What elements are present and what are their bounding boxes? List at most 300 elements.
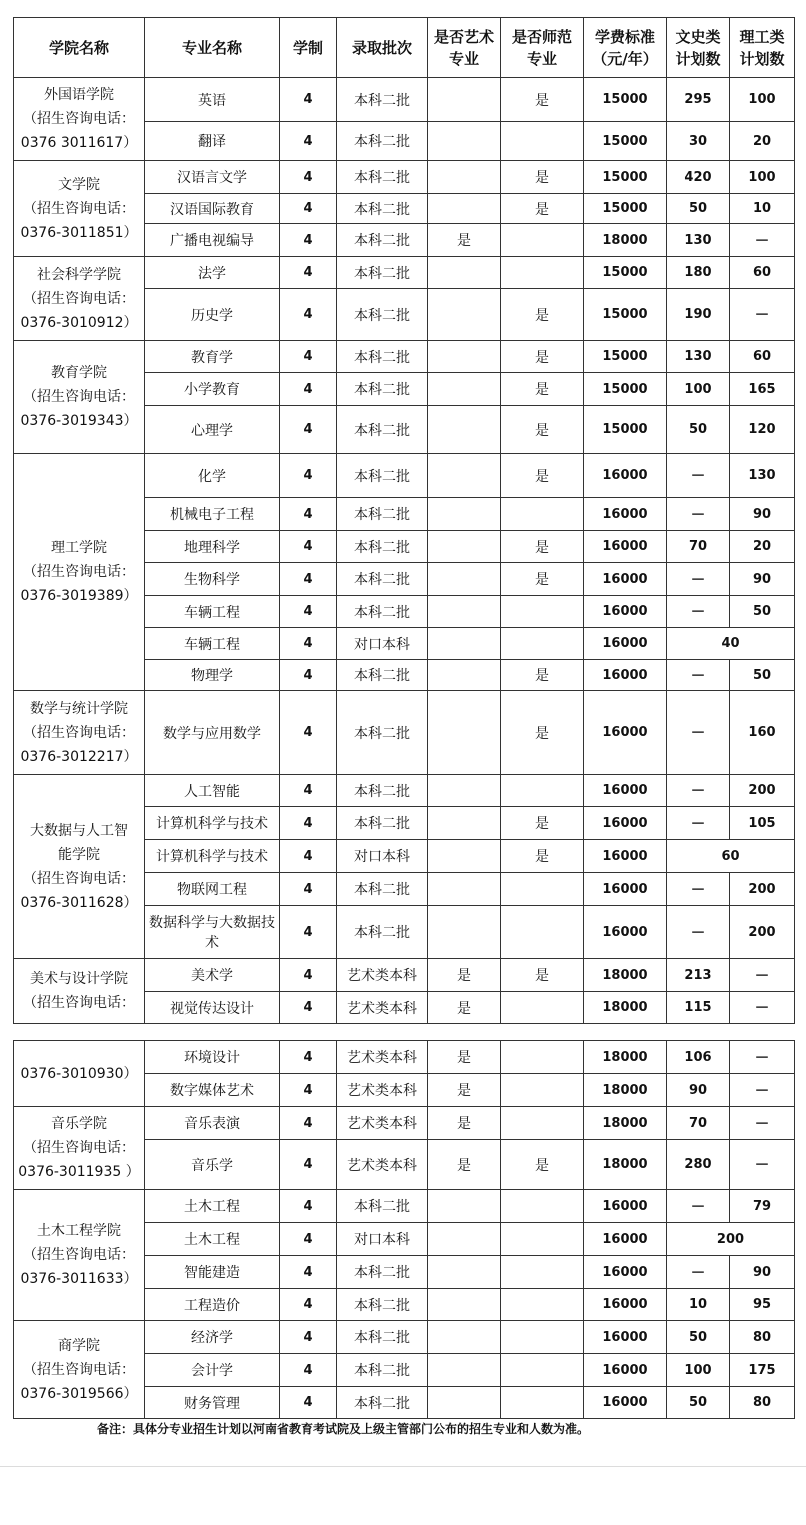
fee-cell: 16000 bbox=[584, 807, 667, 840]
college-line: 0376-3019343） bbox=[20, 413, 138, 429]
batch-cell: 本科二批 bbox=[337, 660, 428, 691]
batch-cell: 本科二批 bbox=[337, 691, 428, 775]
college-line: 教育学院 bbox=[51, 365, 107, 381]
years-cell: 4 bbox=[280, 1256, 337, 1289]
table-row bbox=[14, 257, 795, 289]
major-cell: 法学 bbox=[145, 257, 280, 289]
fee-cell: 15000 bbox=[584, 341, 667, 373]
batch-cell: 本科二批 bbox=[337, 596, 428, 628]
college-cell bbox=[14, 341, 145, 454]
college-line: （招生咨询电话： bbox=[23, 111, 135, 127]
batch-cell: 艺术类本科 bbox=[337, 1041, 428, 1074]
college-line: 能学院 bbox=[58, 846, 100, 863]
fee-cell: 15000 bbox=[584, 161, 667, 194]
fee-cell: 16000 bbox=[584, 1256, 667, 1289]
fee-cell: 16000 bbox=[584, 498, 667, 531]
sci-plan-cell: 80 bbox=[730, 1387, 795, 1419]
art-cell bbox=[428, 78, 501, 122]
arts-plan-cell: — bbox=[667, 873, 730, 906]
major-cell: 广播电视编导 bbox=[145, 224, 280, 257]
years-cell: 4 bbox=[280, 373, 337, 406]
batch-cell: 本科二批 bbox=[337, 873, 428, 906]
normal-cell bbox=[501, 1223, 584, 1256]
batch-cell: 艺术类本科 bbox=[337, 1140, 428, 1190]
years-cell: 4 bbox=[280, 563, 337, 596]
normal-cell bbox=[501, 1256, 584, 1289]
table-row bbox=[14, 454, 795, 498]
batch-cell: 本科二批 bbox=[337, 1256, 428, 1289]
college-line: （招生咨询电话： bbox=[23, 724, 135, 741]
sci-plan-cell: 20 bbox=[730, 122, 795, 161]
arts-plan-cell: 50 bbox=[667, 194, 730, 224]
college-cell bbox=[14, 454, 145, 691]
major-cell: 历史学 bbox=[145, 289, 280, 341]
sci-plan-cell: 90 bbox=[730, 563, 795, 596]
enrollment-table-part2 bbox=[13, 1040, 795, 1419]
years-cell: 4 bbox=[280, 194, 337, 224]
fee-cell: 15000 bbox=[584, 78, 667, 122]
major-cell: 教育学 bbox=[145, 341, 280, 373]
major-cell: 土木工程 bbox=[145, 1190, 280, 1223]
sci-plan-cell: 160 bbox=[730, 691, 795, 775]
years-cell: 4 bbox=[280, 775, 337, 807]
normal-cell: 是 bbox=[501, 78, 584, 122]
major-cell: 心理学 bbox=[145, 406, 280, 454]
art-cell bbox=[428, 775, 501, 807]
normal-cell bbox=[501, 1387, 584, 1419]
college-line: 0376-3019389） bbox=[20, 588, 138, 604]
sci-plan-cell: 80 bbox=[730, 1321, 795, 1354]
fee-cell: 15000 bbox=[584, 122, 667, 161]
arts-plan-cell: — bbox=[667, 596, 730, 628]
art-cell: 是 bbox=[428, 1074, 501, 1107]
batch-cell: 本科二批 bbox=[337, 194, 428, 224]
normal-cell: 是 bbox=[501, 840, 584, 873]
college-line: （招生咨询电话： bbox=[23, 200, 135, 217]
enrollment-table-part1 bbox=[13, 17, 795, 1024]
arts-plan-cell: — bbox=[667, 807, 730, 840]
normal-cell bbox=[501, 1289, 584, 1321]
normal-cell bbox=[501, 992, 584, 1024]
normal-cell bbox=[501, 498, 584, 531]
normal-cell: 是 bbox=[501, 341, 584, 373]
fee-cell: 18000 bbox=[584, 1074, 667, 1107]
fee-cell: 16000 bbox=[584, 563, 667, 596]
arts-plan-cell: — bbox=[667, 454, 730, 498]
art-cell: 是 bbox=[428, 1107, 501, 1140]
years-cell: 4 bbox=[280, 341, 337, 373]
sci-plan-cell: — bbox=[730, 289, 795, 341]
table-row bbox=[14, 78, 795, 122]
years-cell: 4 bbox=[280, 906, 337, 959]
art-cell bbox=[428, 161, 501, 194]
major-cell: 生物科学 bbox=[145, 563, 280, 596]
table-row bbox=[14, 1041, 795, 1074]
college-line: 外国语学院 bbox=[44, 87, 114, 103]
normal-cell: 是 bbox=[501, 406, 584, 454]
batch-cell: 本科二批 bbox=[337, 1190, 428, 1223]
arts-plan-cell: — bbox=[667, 563, 730, 596]
fee-cell: 16000 bbox=[584, 840, 667, 873]
fee-cell: 16000 bbox=[584, 1223, 667, 1256]
batch-cell: 本科二批 bbox=[337, 807, 428, 840]
art-cell bbox=[428, 563, 501, 596]
art-cell: 是 bbox=[428, 224, 501, 257]
college-cell bbox=[14, 959, 145, 1024]
major-cell: 物理学 bbox=[145, 660, 280, 691]
college-line: 0376-3010912） bbox=[20, 314, 138, 331]
batch-cell: 本科二批 bbox=[337, 373, 428, 406]
header-batch: 录取批次 bbox=[337, 18, 428, 78]
sci-plan-cell: 10 bbox=[730, 194, 795, 224]
fee-cell: 16000 bbox=[584, 691, 667, 775]
major-cell: 汉语国际教育 bbox=[145, 194, 280, 224]
years-cell: 4 bbox=[280, 873, 337, 906]
normal-cell bbox=[501, 775, 584, 807]
normal-cell: 是 bbox=[501, 454, 584, 498]
batch-cell: 本科二批 bbox=[337, 341, 428, 373]
header-major: 专业名称 bbox=[145, 18, 280, 78]
college-line: 0376-3019566） bbox=[20, 1385, 138, 1402]
fee-cell: 18000 bbox=[584, 1140, 667, 1190]
art-cell bbox=[428, 341, 501, 373]
arts-plan-cell: 10 bbox=[667, 1289, 730, 1321]
years-cell: 4 bbox=[280, 1223, 337, 1256]
fee-cell: 15000 bbox=[584, 257, 667, 289]
normal-cell: 是 bbox=[501, 289, 584, 341]
table-row bbox=[14, 1107, 795, 1140]
years-cell: 4 bbox=[280, 1387, 337, 1419]
years-cell: 4 bbox=[280, 807, 337, 840]
years-cell: 4 bbox=[280, 691, 337, 775]
art-cell bbox=[428, 373, 501, 406]
college-line: 0376-3010930） bbox=[20, 1065, 138, 1082]
fee-cell: 18000 bbox=[584, 1041, 667, 1074]
years-cell: 4 bbox=[280, 454, 337, 498]
sci-plan-cell: 90 bbox=[730, 1256, 795, 1289]
major-cell: 财务管理 bbox=[145, 1387, 280, 1419]
major-cell: 会计学 bbox=[145, 1354, 280, 1387]
fee-cell: 16000 bbox=[584, 628, 667, 660]
years-cell: 4 bbox=[280, 78, 337, 122]
arts-plan-cell: 180 bbox=[667, 257, 730, 289]
arts-plan-cell: — bbox=[667, 775, 730, 807]
years-cell: 4 bbox=[280, 840, 337, 873]
batch-cell: 本科二批 bbox=[337, 122, 428, 161]
batch-cell: 本科二批 bbox=[337, 1289, 428, 1321]
arts-plan-cell: 213 bbox=[667, 959, 730, 992]
header-normal: 是否师范 专业 bbox=[501, 18, 584, 78]
fee-cell: 15000 bbox=[584, 289, 667, 341]
college-cell bbox=[14, 1321, 145, 1419]
major-cell: 车辆工程 bbox=[145, 596, 280, 628]
major-cell: 物联网工程 bbox=[145, 873, 280, 906]
college-line: 美术与设计学院 bbox=[30, 971, 128, 987]
batch-cell: 本科二批 bbox=[337, 454, 428, 498]
years-cell: 4 bbox=[280, 1074, 337, 1107]
sci-plan-cell: — bbox=[730, 224, 795, 257]
fee-cell: 15000 bbox=[584, 373, 667, 406]
normal-cell: 是 bbox=[501, 194, 584, 224]
college-line: 数学与统计学院 bbox=[30, 700, 128, 717]
batch-cell: 艺术类本科 bbox=[337, 1107, 428, 1140]
arts-plan-cell: — bbox=[667, 1256, 730, 1289]
college-cell bbox=[14, 1041, 145, 1107]
art-cell bbox=[428, 596, 501, 628]
fee-cell: 16000 bbox=[584, 454, 667, 498]
college-line: 0376-3011851） bbox=[20, 224, 138, 241]
normal-cell bbox=[501, 1190, 584, 1223]
years-cell: 4 bbox=[280, 224, 337, 257]
college-cell bbox=[14, 691, 145, 775]
fee-cell: 16000 bbox=[584, 1321, 667, 1354]
sci-plan-cell: — bbox=[730, 1107, 795, 1140]
college-line: 0376 3011617） bbox=[20, 135, 138, 151]
art-cell bbox=[428, 498, 501, 531]
arts-plan-cell: 106 bbox=[667, 1041, 730, 1074]
major-cell: 智能建造 bbox=[145, 1256, 280, 1289]
sci-plan-cell: 165 bbox=[730, 373, 795, 406]
batch-cell: 本科二批 bbox=[337, 775, 428, 807]
arts-plan-cell: 100 bbox=[667, 1354, 730, 1387]
major-cell: 计算机科学与技术 bbox=[145, 840, 280, 873]
fee-cell: 16000 bbox=[584, 775, 667, 807]
normal-cell: 是 bbox=[501, 691, 584, 775]
years-cell: 4 bbox=[280, 498, 337, 531]
page-divider bbox=[0, 1466, 806, 1467]
arts-plan-cell: — bbox=[667, 691, 730, 775]
major-cell: 化学 bbox=[145, 454, 280, 498]
sci-plan-cell: 90 bbox=[730, 498, 795, 531]
arts-plan-cell: 130 bbox=[667, 224, 730, 257]
major-cell: 数字媒体艺术 bbox=[145, 1074, 280, 1107]
sci-plan-cell: 175 bbox=[730, 1354, 795, 1387]
art-cell bbox=[428, 454, 501, 498]
plan-merged-cell: 40 bbox=[667, 628, 795, 660]
fee-cell: 18000 bbox=[584, 1107, 667, 1140]
college-cell bbox=[14, 161, 145, 257]
college-line: 0376-3011633） bbox=[20, 1271, 138, 1287]
years-cell: 4 bbox=[280, 1190, 337, 1223]
college-line: （招生咨询电话： bbox=[23, 1247, 135, 1263]
batch-cell: 本科二批 bbox=[337, 1354, 428, 1387]
batch-cell: 本科二批 bbox=[337, 1387, 428, 1419]
art-cell bbox=[428, 1387, 501, 1419]
art-cell bbox=[428, 691, 501, 775]
college-cell bbox=[14, 1107, 145, 1190]
sci-plan-cell: 95 bbox=[730, 1289, 795, 1321]
batch-cell: 本科二批 bbox=[337, 224, 428, 257]
arts-plan-cell: 50 bbox=[667, 406, 730, 454]
major-cell: 汉语言文学 bbox=[145, 161, 280, 194]
fee-cell: 16000 bbox=[584, 1387, 667, 1419]
art-cell bbox=[428, 1256, 501, 1289]
years-cell: 4 bbox=[280, 596, 337, 628]
normal-cell: 是 bbox=[501, 161, 584, 194]
normal-cell bbox=[501, 1074, 584, 1107]
normal-cell: 是 bbox=[501, 959, 584, 992]
normal-cell: 是 bbox=[501, 563, 584, 596]
sci-plan-cell: 200 bbox=[730, 775, 795, 807]
major-cell: 工程造价 bbox=[145, 1289, 280, 1321]
art-cell bbox=[428, 1321, 501, 1354]
sci-plan-cell: 50 bbox=[730, 660, 795, 691]
normal-cell: 是 bbox=[501, 807, 584, 840]
table-row bbox=[14, 1190, 795, 1223]
header-fee: 学费标准 （元/年） bbox=[584, 18, 667, 78]
years-cell: 4 bbox=[280, 257, 337, 289]
batch-cell: 本科二批 bbox=[337, 289, 428, 341]
college-line: 0376-3011935 ） bbox=[18, 1164, 140, 1180]
art-cell bbox=[428, 122, 501, 161]
table-row bbox=[14, 775, 795, 807]
normal-cell bbox=[501, 873, 584, 906]
arts-plan-cell: 50 bbox=[667, 1321, 730, 1354]
college-cell bbox=[14, 78, 145, 161]
arts-plan-cell: 115 bbox=[667, 992, 730, 1024]
years-cell: 4 bbox=[280, 1321, 337, 1354]
college-cell bbox=[14, 257, 145, 341]
sci-plan-cell: 120 bbox=[730, 406, 795, 454]
arts-plan-cell: 30 bbox=[667, 122, 730, 161]
college-cell bbox=[14, 1190, 145, 1321]
college-line: （招生咨询电话： bbox=[23, 870, 135, 887]
sci-plan-cell: — bbox=[730, 1074, 795, 1107]
fee-cell: 16000 bbox=[584, 1354, 667, 1387]
major-cell: 视觉传达设计 bbox=[145, 992, 280, 1024]
major-cell: 美术学 bbox=[145, 959, 280, 992]
arts-plan-cell: 100 bbox=[667, 373, 730, 406]
art-cell bbox=[428, 257, 501, 289]
college-line: 0376-3011628） bbox=[20, 894, 138, 911]
college-line: 土木工程学院 bbox=[37, 1223, 121, 1239]
table-row bbox=[14, 341, 795, 373]
major-cell: 计算机科学与技术 bbox=[145, 807, 280, 840]
normal-cell bbox=[501, 224, 584, 257]
art-cell bbox=[428, 1289, 501, 1321]
batch-cell: 艺术类本科 bbox=[337, 992, 428, 1024]
header-college: 学院名称 bbox=[14, 18, 145, 78]
arts-plan-cell: 420 bbox=[667, 161, 730, 194]
major-cell: 英语 bbox=[145, 78, 280, 122]
batch-cell: 本科二批 bbox=[337, 531, 428, 563]
plan-merged-cell: 60 bbox=[667, 840, 795, 873]
arts-plan-cell: 130 bbox=[667, 341, 730, 373]
batch-cell: 本科二批 bbox=[337, 1321, 428, 1354]
college-line: （招生咨询电话： bbox=[23, 290, 135, 307]
major-cell: 数据科学与大数据技术 bbox=[145, 906, 280, 959]
years-cell: 4 bbox=[280, 1041, 337, 1074]
fee-cell: 18000 bbox=[584, 992, 667, 1024]
art-cell bbox=[428, 406, 501, 454]
college-line: （招生咨询电话： bbox=[23, 1361, 135, 1378]
major-cell: 经济学 bbox=[145, 1321, 280, 1354]
college-line: 0376-3012217） bbox=[20, 748, 138, 765]
major-cell: 车辆工程 bbox=[145, 628, 280, 660]
table-row bbox=[14, 691, 795, 775]
major-cell: 土木工程 bbox=[145, 1223, 280, 1256]
years-cell: 4 bbox=[280, 1354, 337, 1387]
batch-cell: 本科二批 bbox=[337, 563, 428, 596]
college-line: 文学院 bbox=[58, 176, 100, 193]
major-cell: 数学与应用数学 bbox=[145, 691, 280, 775]
sci-plan-cell: 20 bbox=[730, 531, 795, 563]
fee-cell: 18000 bbox=[584, 224, 667, 257]
years-cell: 4 bbox=[280, 992, 337, 1024]
art-cell bbox=[428, 660, 501, 691]
normal-cell: 是 bbox=[501, 660, 584, 691]
major-cell: 机械电子工程 bbox=[145, 498, 280, 531]
normal-cell bbox=[501, 257, 584, 289]
college-line: 大数据与人工智 bbox=[30, 822, 128, 839]
sci-plan-cell: 130 bbox=[730, 454, 795, 498]
fee-cell: 16000 bbox=[584, 873, 667, 906]
college-line: 理工学院 bbox=[51, 540, 107, 556]
header-art: 是否艺术 专业 bbox=[428, 18, 501, 78]
arts-plan-cell: — bbox=[667, 1190, 730, 1223]
sci-plan-cell: — bbox=[730, 959, 795, 992]
years-cell: 4 bbox=[280, 161, 337, 194]
footnote: 备注：具体分专业招生计划以河南省教育考试院及上级主管部门公布的招生专业和人数为准。 bbox=[97, 1422, 590, 1436]
sci-plan-cell: 200 bbox=[730, 906, 795, 959]
major-cell: 音乐表演 bbox=[145, 1107, 280, 1140]
arts-plan-cell: — bbox=[667, 660, 730, 691]
major-cell: 环境设计 bbox=[145, 1041, 280, 1074]
major-cell: 小学教育 bbox=[145, 373, 280, 406]
fee-cell: 16000 bbox=[584, 596, 667, 628]
art-cell: 是 bbox=[428, 992, 501, 1024]
college-line: （招生咨询电话： bbox=[23, 995, 135, 1011]
art-cell bbox=[428, 906, 501, 959]
header-row bbox=[14, 18, 795, 78]
fee-cell: 16000 bbox=[584, 1289, 667, 1321]
arts-plan-cell: 190 bbox=[667, 289, 730, 341]
college-line: （招生咨询电话： bbox=[23, 564, 135, 580]
plan-merged-cell: 200 bbox=[667, 1223, 795, 1256]
college-line: 社会科学学院 bbox=[37, 266, 121, 283]
art-cell: 是 bbox=[428, 1041, 501, 1074]
normal-cell bbox=[501, 1354, 584, 1387]
art-cell bbox=[428, 531, 501, 563]
fee-cell: 15000 bbox=[584, 406, 667, 454]
batch-cell: 本科二批 bbox=[337, 161, 428, 194]
art-cell bbox=[428, 289, 501, 341]
art-cell bbox=[428, 1354, 501, 1387]
sci-plan-cell: 79 bbox=[730, 1190, 795, 1223]
arts-plan-cell: 70 bbox=[667, 531, 730, 563]
years-cell: 4 bbox=[280, 406, 337, 454]
normal-cell bbox=[501, 1321, 584, 1354]
sci-plan-cell: — bbox=[730, 1041, 795, 1074]
years-cell: 4 bbox=[280, 959, 337, 992]
table-row bbox=[14, 1321, 795, 1354]
header-sci-plan: 理工类 计划数 bbox=[730, 18, 795, 78]
arts-plan-cell: 70 bbox=[667, 1107, 730, 1140]
arts-plan-cell: 90 bbox=[667, 1074, 730, 1107]
arts-plan-cell: — bbox=[667, 498, 730, 531]
sci-plan-cell: 200 bbox=[730, 873, 795, 906]
years-cell: 4 bbox=[280, 531, 337, 563]
years-cell: 4 bbox=[280, 660, 337, 691]
college-line: （招生咨询电话： bbox=[23, 1140, 135, 1156]
batch-cell: 本科二批 bbox=[337, 257, 428, 289]
college-cell bbox=[14, 775, 145, 959]
fee-cell: 16000 bbox=[584, 906, 667, 959]
sci-plan-cell: — bbox=[730, 992, 795, 1024]
batch-cell: 本科二批 bbox=[337, 406, 428, 454]
art-cell: 是 bbox=[428, 1140, 501, 1190]
batch-cell: 对口本科 bbox=[337, 840, 428, 873]
